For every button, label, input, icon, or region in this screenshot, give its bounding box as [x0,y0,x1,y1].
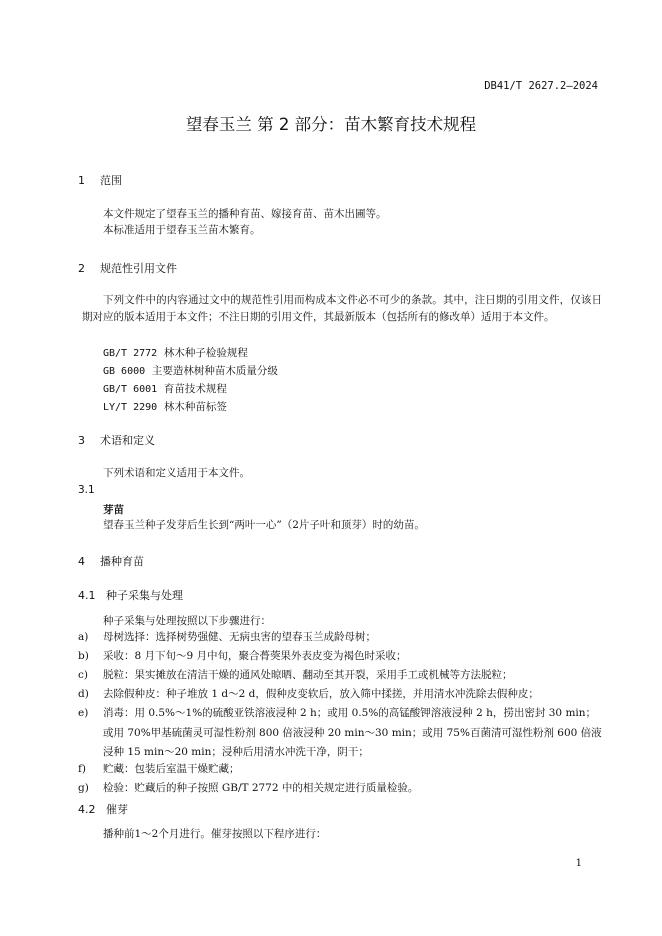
list-label: d) [78,688,89,700]
page-number: 1 [575,858,582,869]
list-text: 采收：8 月下旬～9 月中旬，聚合蓇葖果外表皮变为褐色时采收； [103,650,407,662]
subsection-4-2-heading [78,801,128,817]
section-title: 范围 [100,174,122,187]
reference-name: 林木种苗标签 [163,401,227,413]
list-label: a) [78,631,89,643]
list-text: 去除假种皮：种子堆放 1 d～2 d，假种皮变软后，放入筛中揉搓，并用清水冲洗除去假种皮； [103,688,539,700]
standard-code: DB41/T 2627.2—2024 [484,80,598,92]
list-text: 母树选择：选择树势强健、无病虫害的望春玉兰成龄母树； [103,631,376,643]
reference-code: LY/T 2290 [103,402,158,413]
germination-intro: 播种前1～2个月进行。催芽按照以下程序进行： [103,828,327,840]
section-title: 术语和定义 [100,434,155,447]
term-name: 芽苗 [103,504,124,516]
subsection-4-1-heading [78,587,183,603]
scope-paragraph-2: 本标准适用于望春玉兰苗木繁育。 [103,224,261,236]
seed-procedure-intro: 种子采集与处理按照以下步骤进行： [103,615,271,627]
list-label: c) [78,669,88,681]
section-number: 4 [78,555,85,568]
section-1-heading [78,172,122,188]
section-title: 播种育苗 [100,555,144,568]
reference-code: GB 6000 [103,366,146,377]
section-3-heading [78,432,155,448]
section-number: 1 [78,174,85,187]
section-2-heading [78,260,177,276]
reference-name: 育苗技术规程 [163,383,227,395]
subsection-number: 4.1 [78,589,96,602]
list-text: 检验：贮藏后的种子按照 GB/T 2772 中的相关规定进行质量检验。 [103,782,419,794]
reference-item [103,345,248,360]
list-text: 消毒：用 0.5%～1%的硫酸亚铁溶液浸种 2 h；或用 0.5%的高锰酸钾溶液浸种 2 h，捞出密封 30 min；或用 70%甲基硫菌灵可湿性粉剂 800 倍液浸种 20 min～30 min；或用 75%百菌清可湿性粉剂 600 倍液浸种 15 min～20 min；浸种后用清水冲洗干净，阴干； [103,707,602,758]
list-label: f) [78,763,86,775]
reference-code: GB/T 6001 [103,384,158,395]
section-4-heading [78,553,144,569]
list-label: b) [78,650,89,662]
scope-paragraph-1: 本文件规定了望春玉兰的播种育苗、嫁接育苗、苗木出圃等。 [103,208,387,220]
list-label: e) [78,707,89,719]
term-number: 3.1 [78,484,95,496]
terms-intro: 下列术语和定义适用于本文件。 [103,467,250,479]
normative-references-paragraph: 下列文件中的内容通过文中的规范性引用而构成本文件必不可少的条款。其中，注日期的引用文件，仅该日期对应的版本适用于本文件；不注日期的引用文件，其最新版本（包括所有的修改单）适用于本文件。 [82,294,602,323]
term-definition: 望春玉兰种子发芽后生长到“两叶一心”（2片子叶和顶芽）时的幼苗。 [103,519,425,531]
section-number: 2 [78,262,85,275]
subsection-title: 催芽 [106,803,128,816]
document-title: 望春玉兰 第 2 部分：苗木繁育技术规程 [185,115,477,134]
section-title: 规范性引用文件 [100,262,177,275]
subsection-number: 4.2 [78,803,96,816]
subsection-title: 种子采集与处理 [106,589,183,602]
reference-item [103,381,227,396]
section-number: 3 [78,434,85,447]
reference-name: 林木种子检验规程 [163,347,248,359]
reference-name: 主要造林树种苗木质量分级 [151,365,278,377]
reference-code: GB/T 2772 [103,348,158,359]
reference-item [103,363,278,378]
list-text: 脱粒：果实摊放在清洁干燥的通风处晾晒、翻动至其开裂，采用手工或机械等方法脱粒； [103,669,513,681]
list-text: 贮藏：包装后室温干燥贮藏； [103,763,240,775]
list-label: g) [78,782,89,794]
reference-item [103,399,227,414]
